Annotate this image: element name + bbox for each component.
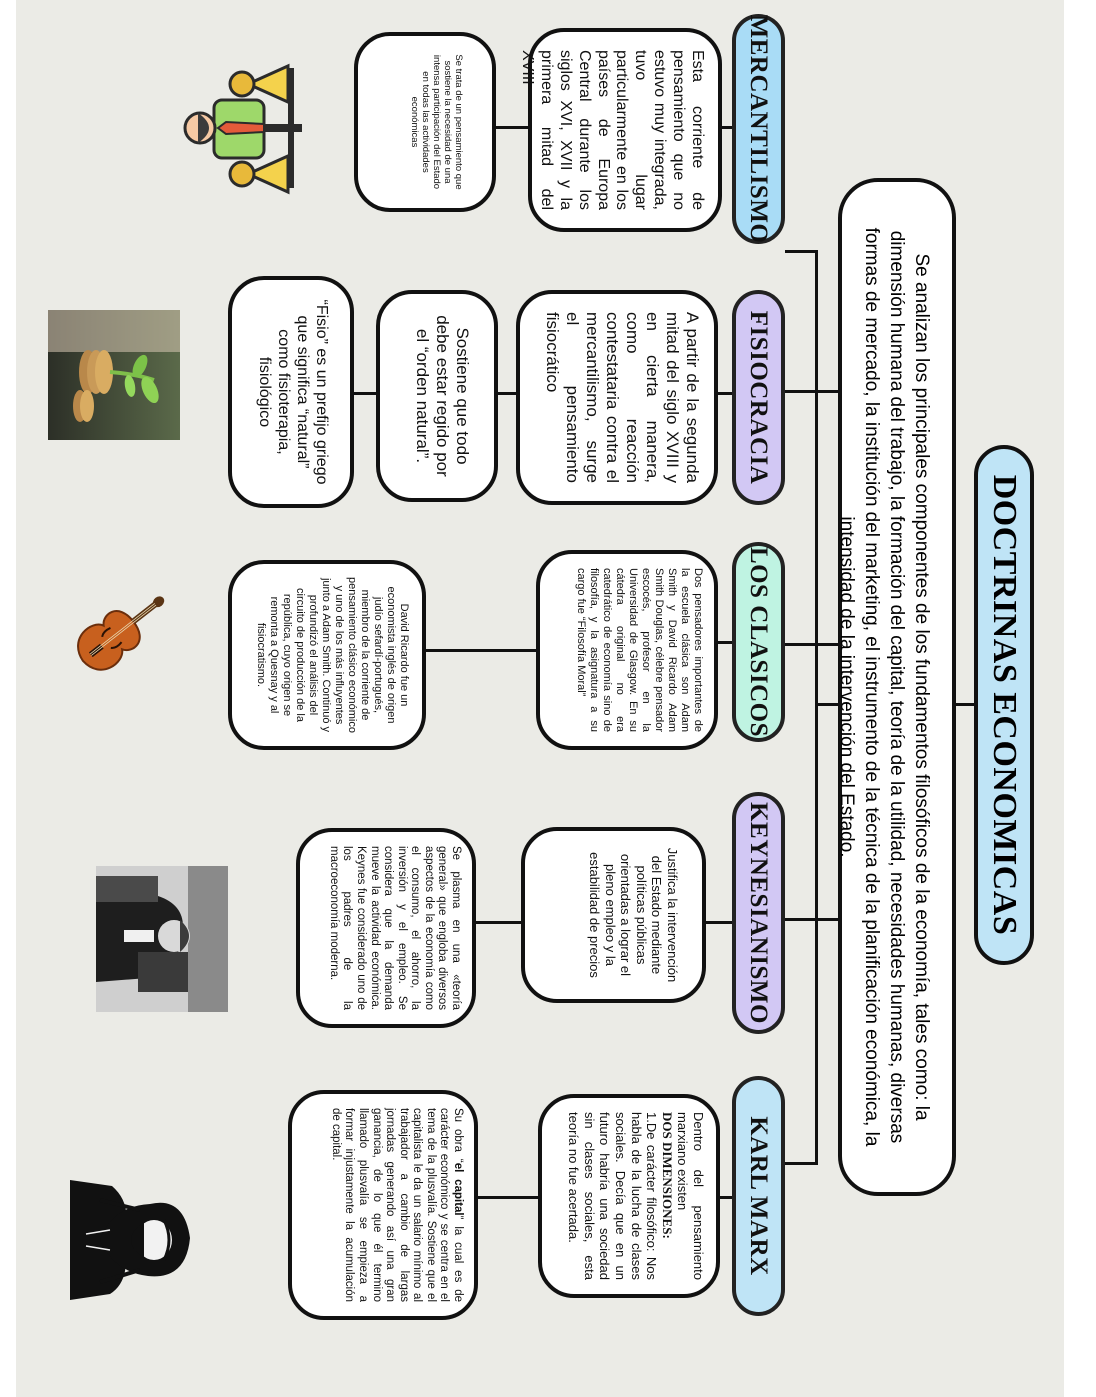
branch-clasicos-label: LOS CLASICOS — [745, 546, 773, 738]
keynes-portrait-photo — [96, 866, 228, 1012]
connector-marx-2 — [478, 1196, 538, 1199]
connector-marx — [785, 1162, 818, 1165]
mercantilismo-description: Esta corriente de pensamiento que no estuvo muy integrada, tuvo lugar particularmente en los países de Europa Central durante los siglos XVI, XVII y la primera mitad del XVIII — [528, 28, 722, 232]
coins-plant-photo — [48, 310, 180, 440]
branch-keynesianismo — [732, 792, 785, 1034]
connector-fisio-1 — [718, 392, 732, 395]
branch-marx-label: KARL MARX — [745, 1116, 773, 1276]
fisiocracia-description: A partir de la segunda mitad del siglo XVIII y en cierta manera, como reacción contestataria contra el mercantilismo, surge el pensamiento fisiocrático — [516, 290, 718, 505]
connector-mercantilismo — [785, 250, 818, 253]
clasicos-adam-smith: Dos pensadores importantes de la escuela clásica son Adam Smith y David Ricardo Adam Smith Douglas, célebre pensador escocés, profesor en la Universidad de Glasgow. En su cátedra original no era catedrático de economía sino de filosofía, y la asignatura a su cargo fue “Filosofía Moral” — [536, 550, 718, 750]
branch-fisiocracia-label: FISIOCRACIA — [745, 310, 773, 485]
title-banner — [974, 445, 1034, 965]
violin-icon — [56, 580, 176, 690]
branch-keynesianismo-label: KEYNESIANISMO — [745, 802, 773, 1024]
marx-dimensions-intro: Dentro del pensamiento marxiano existen — [675, 1112, 706, 1280]
branch-mercantilismo-label: MERCANTILISMO — [745, 14, 773, 244]
branch-fisiocracia — [732, 290, 785, 505]
merchant-with-coins-icon — [182, 62, 308, 197]
connector-merc-2 — [496, 126, 528, 129]
connector-marx-1 — [720, 1196, 732, 1199]
marx-capital-pre: Su obra “ — [452, 1108, 464, 1163]
clasicos-david-ricardo: David Ricardo fue un economista inglés de origen judío sefardí-portugués, miembro de la corriente de pensamiento clásico económico y uno de los más influyentes junto a Adam Smith. Continuó y profundizó el análisis del circuito de producción de la república, cuyo origen se remonta a Quesnay y al fisiocratismo. — [228, 560, 426, 750]
mercantilismo-state-role: Se trata de un pensamiento que sostiene la necesidad de una intensa participación del Estado en todas las actividades económicas — [354, 32, 496, 212]
connector-keynesianismo — [785, 918, 838, 921]
intro-box: Se analizan los principales componentes de los fundamentos filosóficos de la economía, tales como: la dimensión humana del trabajo, la formación del capital, teoría de la utilidad, necesidades humanas, diversas formas de mercado, la institución del marketing, el instrumento de la técnica de la planificación económica, la intensidad de la intervención del Estado. — [838, 178, 956, 1196]
branch-mercantilismo — [732, 14, 785, 244]
connector-keyn-2 — [476, 921, 521, 924]
connector-spine — [815, 250, 818, 1162]
connector-clas-2 — [426, 649, 536, 652]
karl-marx-engraving — [70, 1160, 210, 1320]
branch-marx — [732, 1076, 785, 1316]
keynesianismo-state-intervention: Justifica la intervención del Estado mediante políticas públicas orientadas a lograr el pleno empleo y la estabilidad de precios — [521, 827, 706, 1003]
connector-fisiocracia — [785, 390, 838, 393]
connector-title-intro — [956, 703, 974, 706]
connector-fisio-2 — [498, 392, 516, 395]
marx-dimensions-heading: DOS DIMENSIONES: — [659, 1112, 675, 1239]
marx-dimensions-body: 1.De carácter filosófico: Nos habla de la lucha de clases sociales. Decía que en un futuro habría una sociedad sin clases sociales, esta teoría no fue acertada. — [566, 1112, 660, 1280]
keynesianismo-general-theory: Se plasma en una «teoría general» que engloba diversos aspectos de la economía como el consumo, el ahorro, la inversión y el empleo. Se considera que la demanda mueve la actividad económica. Keynes fue considerado uno de los padres de la macroeconomía moderna. — [296, 828, 476, 1028]
marx-capital-title: el capital — [452, 1162, 464, 1216]
concept-map — [16, 0, 1096, 1397]
fisiocracia-prefix-meaning: “Fisio” es un prefijo griego que significa “natural” como fisioterapia, fisiológico — [228, 276, 354, 508]
connector-fisio-3 — [354, 392, 376, 395]
connector-clasicos — [785, 643, 838, 646]
marx-el-capital — [288, 1090, 478, 1320]
marx-capital-body: ” la cual es de carácter económico y se centra en el tema de la plusvalía. Sostiene que el capitalista le da un salario mínimo al trabajador a cambio de largas jornadas generando así una gran ganancia, de lo que él termino llamado plusvalía se empieza a formar injustamente la acumulación de capital. — [329, 1108, 464, 1302]
marx-two-dimensions — [538, 1094, 720, 1298]
title-text: DOCTRINAS ECONOMICAS — [986, 474, 1023, 936]
branch-clasicos — [732, 542, 785, 742]
fisiocracia-natural-order: Sostiene que todo debe estar regido por el “orden natural”. — [376, 290, 498, 502]
page-background — [16, 0, 1064, 1397]
connector-keyn-1 — [706, 921, 732, 924]
